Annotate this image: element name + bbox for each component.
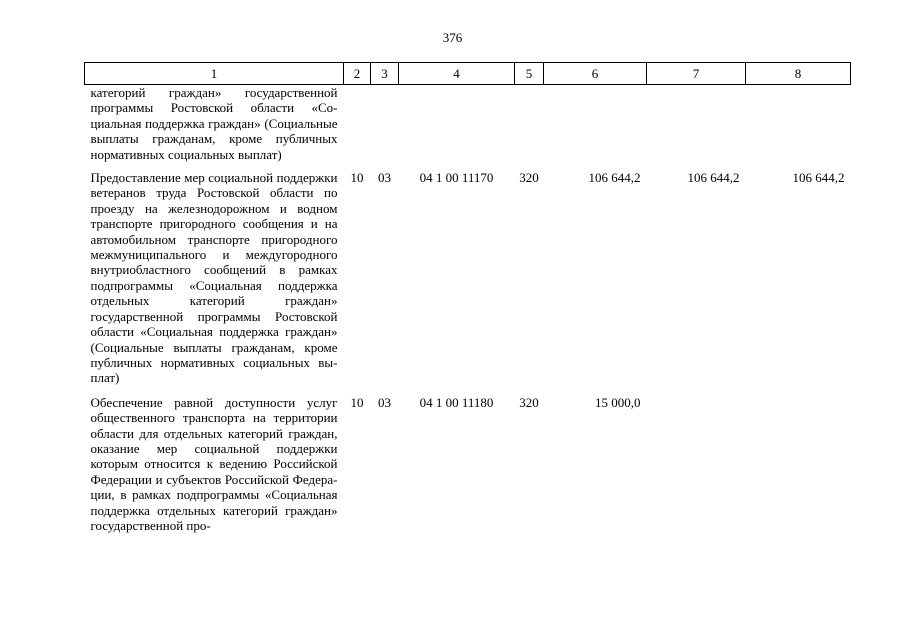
row-amount-1: [544, 85, 647, 171]
table-row: [85, 85, 851, 171]
row-target-code: 04 1 00 11180: [419, 394, 494, 410]
row-amount-2: 106 644,2: [687, 170, 740, 186]
table-row: [85, 170, 851, 395]
row-amount-2: [647, 85, 746, 171]
row-target-code: [399, 85, 515, 171]
row-amount-3: [746, 395, 851, 534]
row-amount-1: 106 644,2: [588, 170, 641, 186]
row-section: [344, 85, 371, 171]
header-col-8: 8: [746, 63, 851, 85]
row-subsection: 03: [378, 170, 391, 186]
row-amount-2: [647, 395, 746, 534]
header-col-2: 2: [344, 63, 371, 85]
header-col-4: 4: [399, 63, 515, 85]
header-row: [85, 63, 851, 85]
row-expense-type: 320: [519, 394, 539, 410]
row-amount-1: 15 000,0: [595, 394, 641, 410]
row-description: Предоставление мер социальной поддержки ветеранов труда Ростовской области по проезду на железнодорожном и водном транспорте пригородного сообщения и на автомобильном транспорте пригородного межмуниципального и междугородного внутриобластного сообщений в рамках подпрограммы «Социальная поддержка отдельных категорий граждан» государственной программы Ростовской области «Социальная поддержка граждан» (Социальные выплаты гражданам, кроме публичных нормативных социальных выплат): [90, 170, 338, 386]
row-target-code: 04 1 00 11170: [419, 170, 494, 186]
row-description: Обеспечение равной доступности услуг общественного транспорта на территории области для отдельных категорий граждан, оказание мер социальной поддержки которым относится к ведению Российской Федерации и субъектов Российской Федерации, в рамках подпрограммы «Социальная поддержка отдельных категорий граждан» государственной про-: [90, 394, 338, 533]
header-col-5: 5: [515, 63, 544, 85]
row-expense-type: 320: [519, 170, 539, 186]
row-amount-3: 106 644,2: [792, 170, 845, 186]
row-section: 10: [350, 170, 364, 186]
row-subsection: [371, 85, 399, 171]
row-section: 10: [350, 394, 364, 410]
header-col-3: 3: [371, 63, 399, 85]
header-col-1: 1: [85, 63, 344, 85]
table-row: [85, 395, 851, 534]
header-col-6: 6: [544, 63, 647, 85]
row-expense-type: [515, 85, 544, 171]
row-subsection: 03: [378, 394, 391, 410]
row-description: категорий граждан» государственной программы Ростовской области «Социальная поддержка граждан» (Социальные выплаты гражданам, кроме публичных нормативных социальных выплат): [90, 85, 338, 162]
row-amount-3: [746, 85, 851, 171]
budget-table: [84, 62, 851, 533]
header-col-7: 7: [647, 63, 746, 85]
page-number: 376: [442, 30, 463, 45]
